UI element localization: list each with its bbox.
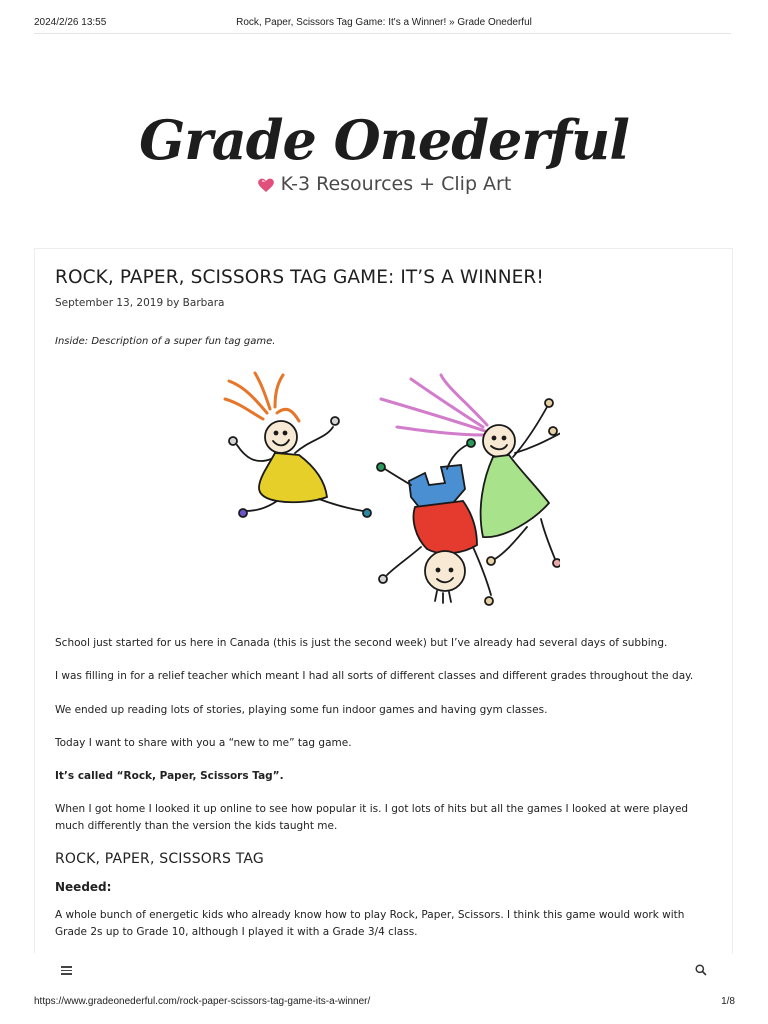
needed-heading: Needed:: [55, 880, 112, 894]
header-divider: [34, 33, 731, 34]
site-logo[interactable]: [0, 100, 768, 210]
site-name: Grade Onederful: [139, 108, 629, 172]
paragraph-5: It’s called “Rock, Paper, Scissors Tag”.: [55, 770, 284, 782]
kids-playing-illustration: [215, 369, 560, 619]
print-page-number: 1/8: [721, 996, 735, 1007]
paragraph-6: When I got home I looked it up online to see how popular it is. I got lots of hits but all the games I looked at were played much differently than the version the kids taught me.: [55, 803, 689, 832]
print-header: [0, 0, 768, 40]
print-footer: [0, 994, 768, 1014]
paragraph-2: I was filling in for a relief teacher which meant I had all sorts of different classes and different grades throughout the day.: [55, 670, 694, 682]
needed-paragraph: A whole bunch of energetic kids who already know how to play Rock, Paper, Scissors. I think this game would work with Grade 2s up to Grade 10, although I played it with a Grade 3/4 class.: [55, 909, 685, 938]
paragraph-4: Today I want to share with you a “new to me” tag game.: [55, 737, 352, 749]
site-tagline-row: [0, 173, 768, 195]
print-document-title: Rock, Paper, Scissors Tag Game: It's a Winner! » Grade Onederful: [236, 17, 532, 28]
post-meta: September 13, 2019 by Barbara: [55, 297, 225, 309]
hamburger-menu-icon[interactable]: [61, 965, 73, 975]
kid-yellow-dress: [225, 373, 371, 517]
paragraph-1: School just started for us here in Canada (this is just the second week) but I’ve already had several days of subbing.: [55, 637, 668, 649]
site-tagline: K-3 Resources + Clip Art: [280, 173, 512, 195]
post-title[interactable]: ROCK, PAPER, SCISSORS TAG GAME: IT’S A WINNER!: [55, 267, 544, 288]
paragraph-3: We ended up reading lots of stories, playing some fun indoor games and having gym classes.: [55, 704, 548, 716]
section-heading: ROCK, PAPER, SCISSORS TAG: [55, 851, 264, 867]
heart-icon: [257, 177, 275, 193]
search-icon[interactable]: [694, 963, 708, 977]
bottom-nav-bar: [34, 953, 731, 987]
print-datetime: 2024/2/26 13:55: [34, 17, 107, 28]
print-url[interactable]: https://www.gradeonederful.com/rock-paper-scissors-tag-game-its-a-winner/: [34, 996, 371, 1007]
kid-red-shirt: [377, 439, 493, 605]
post-intro: Inside: Description of a super fun tag game.: [55, 336, 276, 347]
article-card: [34, 248, 733, 954]
